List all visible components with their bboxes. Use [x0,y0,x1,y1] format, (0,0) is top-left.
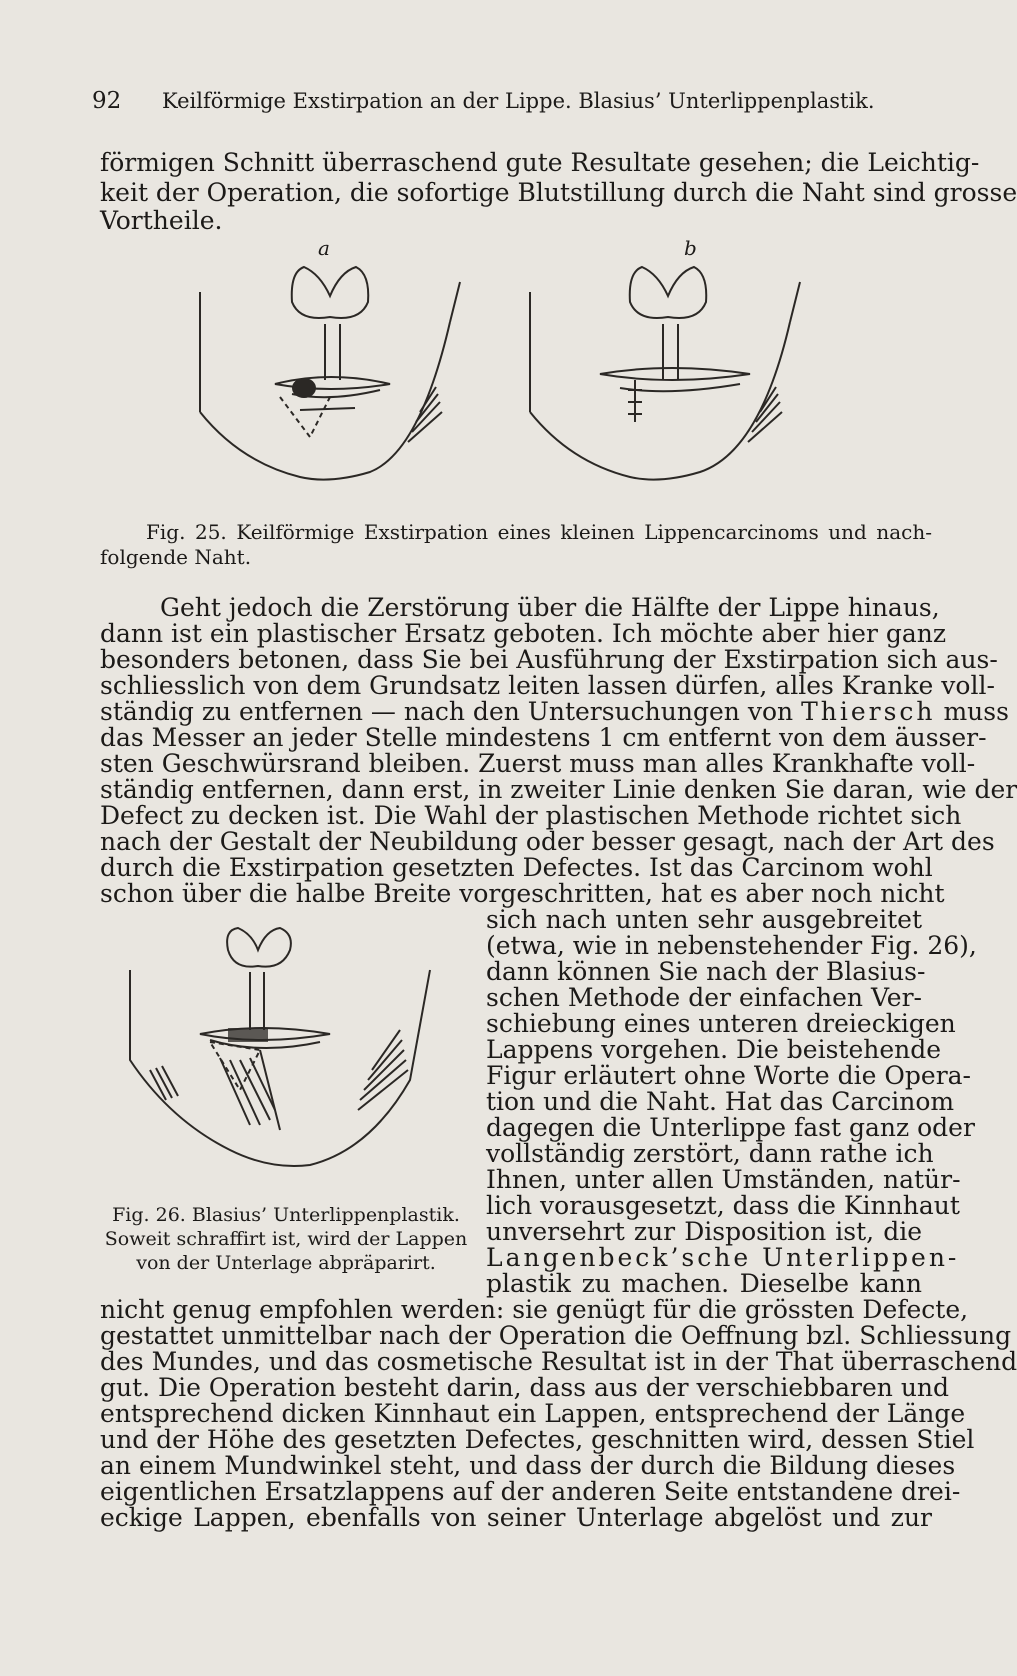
running-title: Keilförmige Exstirpation an der Lippe. Blasius’ Unterlippenplastik. [162,89,875,113]
text-line: Defect zu decken ist. Die Wahl der plastischen Methode richtet sich [100,801,962,830]
side-text-line: vollständig zerstört, dann rathe ich [486,1139,934,1168]
text-line: gut. Die Operation besteht darin, dass aus der verschiebbaren und [100,1373,950,1402]
text-line: des Mundes, und das cosmetische Resultat ist in der That überraschend [100,1347,1017,1376]
caption-line: von der Unterlage abpräparirt. [136,1252,436,1274]
figure-25-caption [100,520,932,570]
caption-line: Fig. 26. Blasius’ Unterlippenplastik. [112,1204,460,1226]
text-line: besonders betonen, dass Sie bei Ausführung der Exstirpation sich aus- [100,645,998,674]
text-line: schliesslich von dem Grundsatz leiten lassen dürfen, alles Kranke voll- [100,671,995,700]
side-text-line: Lappens vorgehen. Die beistehende [486,1035,942,1064]
text-line: sten Geschwürsrand bleiben. Zuerst muss man alles Krankhafte voll- [100,749,976,778]
text-line: Geht jedoch die Zerstörung über die Hälfte der Lippe hinaus, [160,593,940,622]
text-line: gestattet unmittelbar nach der Operation die Oeffnung bzl. Schliessung [100,1321,1012,1350]
text-line: und der Höhe des gesetzten Defectes, geschnitten wird, dessen Stiel [100,1425,975,1454]
side-text-line: sich nach unten sehr ausgebreitet [486,905,922,934]
side-text-line: dagegen die Unterlippe fast ganz oder [486,1113,975,1142]
text-line: nicht genug empfohlen werden: sie genügt für die grössten Defecte, [100,1295,969,1324]
text-line: durch die Exstirpation gesetzten Defectes. Ist das Carcinom wohl [100,853,933,882]
side-text-line: unversehrt zur Disposition ist, die [486,1217,922,1246]
text-line: Vortheile. [100,206,223,235]
figure-26-caption [96,1203,476,1275]
caption-line: Soweit schraffirt ist, wird der Lappen [104,1228,468,1250]
side-text-line: lich vorausgesetzt, dass die Kinnhaut [486,1191,960,1220]
page-number: 92 [92,88,122,114]
text-line: eigentlichen Ersatzlappens auf der anderen Seite entstandene drei- [100,1477,961,1506]
text-segment: ständig zu entfernen — nach den Untersuchungen von [100,697,802,726]
figure-label-a: a [318,236,330,260]
caption-line: folgende Naht. [100,545,252,569]
text-line: ständig entfernen, dann erst, in zweiter Linie denken Sie daran, wie der [100,775,1017,804]
text-line: keit der Operation, die sofortige Blutstillung durch die Naht sind grosse [100,178,1017,207]
side-text-line: Figur erläutert ohne Worte die Opera- [486,1061,971,1090]
side-text-line: (etwa, wie in nebenstehender Fig. 26), [486,931,977,960]
text-line: nach der Gestalt der Neubildung oder besser gesagt, nach der Art des [100,827,995,856]
figure-25-illustration [180,262,840,502]
text-line: das Messer an jeder Stelle mindestens 1 cm entfernt von dem äusser- [100,723,987,752]
caption-line: Fig. 25. Keilförmige Exstirpation eines kleinen Lippencarcinoms und nach- [146,520,932,544]
text-line: förmigen Schnitt überraschend gute Resultate gesehen; die Leichtig- [100,148,980,177]
side-text-line: dann können Sie nach der Blasius- [486,957,926,986]
text-line: schon über die halbe Breite vorgeschritten, hat es aber noch nicht [100,879,945,908]
side-text-line: schiebung eines unteren dreieckigen [486,1009,956,1038]
text-segment: muss [935,697,1009,726]
side-text-line: schen Methode der einfachen Ver- [486,983,922,1012]
text-line: eckige Lappen, ebenfalls von seiner Unterlage abgelöst und zur [100,1503,932,1532]
running-header [92,86,882,116]
text-line: entsprechend dicken Kinnhaut ein Lappen, entsprechend der Länge [100,1399,966,1428]
text-line: an einem Mundwinkel steht, und dass der durch die Bildung dieses [100,1451,956,1480]
side-text-line: Langenbeck’sche Unterlippen- [486,1243,960,1272]
figure-label-b: b [684,236,697,260]
side-text-line: tion und die Naht. Hat das Carcinom [486,1087,955,1116]
figure-26-illustration [110,930,460,1190]
side-text-line: Ihnen, unter allen Umständen, natür- [486,1165,961,1194]
side-text-line: plastik zu machen. Dieselbe kann [486,1269,922,1298]
author-name: Thiersch [801,697,936,726]
text-line: dann ist ein plastischer Ersatz geboten. Ich möchte aber hier ganz [100,619,947,648]
